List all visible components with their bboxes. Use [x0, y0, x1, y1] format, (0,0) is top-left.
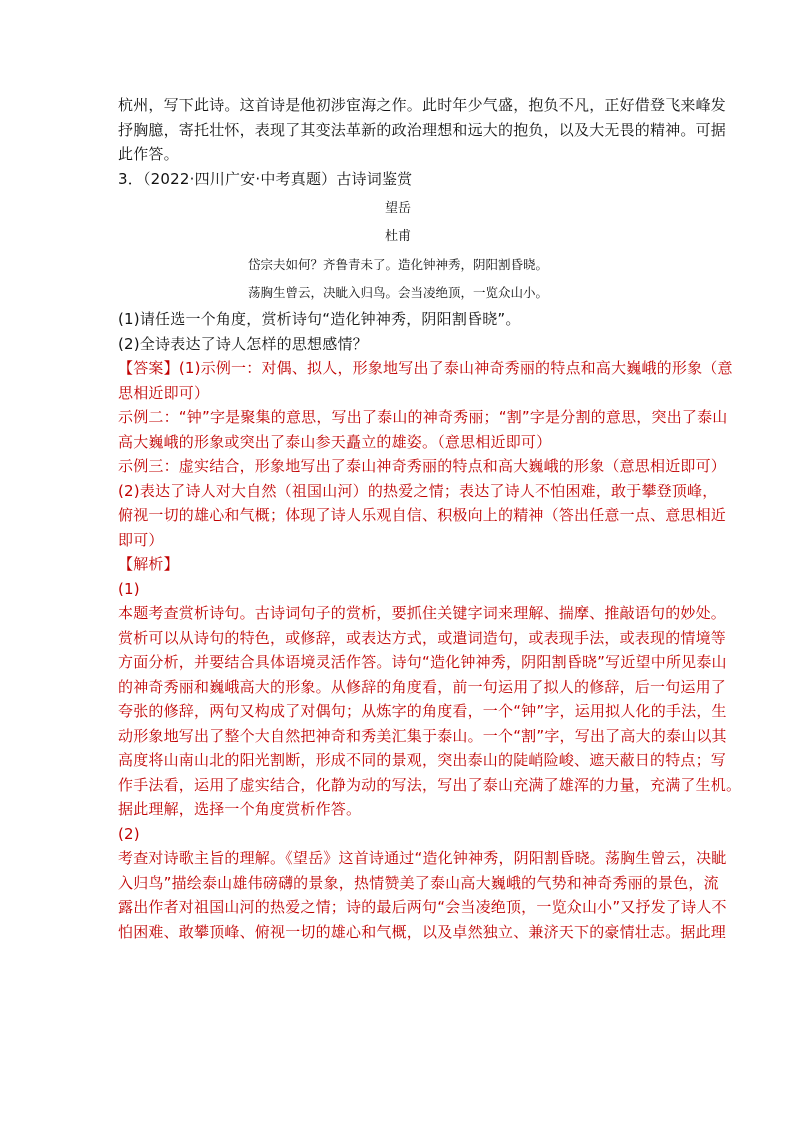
analysis-line: 作手法看，运用了虚实结合，化静为动的写法，写出了泰山充满了雄浑的力量，充满了生机。 [118, 775, 742, 794]
answer-line: (2)表达了诗人对大自然（祖国山河）的热爱之情；表达了诗人不怕困难，敢于攀登顶峰， [118, 481, 718, 500]
analysis-line: 夸张的修辞，两句又构成了对偶句；从炼字的角度看，一个“钟”字，运用拟人化的手法，生 [118, 702, 727, 720]
sub-question: (1)请任选一个角度，赏析诗句“造化钟神秀，阴阳割昏晓”。 [118, 310, 521, 328]
poem-line: 荡胸生曾云，决眦入归鸟。会当凌绝顶，一览众山小。 [247, 285, 548, 300]
analysis-line: 据此理解，选择一个角度赏析作答。 [118, 800, 362, 818]
analysis-line: 动形象地写出了整个大自然把神奇和秀美汇集于泰山。一个“割”字，写出了高大的泰山以其 [118, 726, 727, 745]
sub-question: (2)全诗表达了诗人怎样的思想感情？ [118, 334, 368, 353]
document-content [118, 93, 742, 944]
answer-first-line [118, 356, 733, 381]
answer-line: 即可） [118, 530, 164, 549]
analysis-line: 的神奇秀丽和巍峨高大的形象。从修辞的角度看，前一句运用了拟人的修辞，后一句运用了 [118, 677, 727, 696]
analysis-line: 方面分析，并要结合具体语境灵活作答。诗句“造化钟神秀，阴阳割昏晓”写近望中所见泰山 [118, 653, 727, 671]
analysis-part-marker: (2) [118, 824, 140, 843]
analysis-line: 考查对诗歌主旨的理解。《望岳》这首诗通过“造化钟神秀，阴阳割昏晓。荡胸生曾云，决眦 [118, 849, 727, 867]
analysis-tag: 【解析】 [118, 555, 179, 573]
analysis-line: 赏析可以从诗句的特色，或修辞，或表达方式，或遣词造句，或表现手法，或表现的情境等 [118, 628, 727, 647]
analysis-line: 露出作者对祖国山河的热爱之情；诗的最后两句“会当凌绝顶，一览众山小”又抒发了诗人不 [118, 898, 727, 916]
answer-text: (1)示例一：对偶、拟人，形象地写出了泰山神奇秀丽的特点和高大巍峨的形象（意 [178, 359, 733, 377]
answer-line: 思相近即可） [118, 383, 210, 402]
intro-line: 此作答。 [118, 145, 179, 163]
poem-line: 岱宗夫如何？齐鲁青未了。造化钟神秀，阴阳割昏晓。 [247, 257, 548, 272]
answer-line: 示例三：虚实结合，形象地写出了泰山神奇秀丽的特点和高大巍峨的形象（意思相近即可） [118, 457, 727, 475]
answer-tag: 【答案】 [118, 359, 179, 377]
question-header: 3．（2022·四川广安·中考真题）古诗词鉴赏 [118, 169, 413, 188]
intro-line: 抒胸臆，寄托壮怀，表现了其变法革新的政治理想和远大的抱负，以及大无畏的精神。可据 [118, 120, 727, 139]
intro-line: 杭州，写下此诗。这首诗是他初涉宦海之作。此时年少气盛，抱负不凡，正好借登飞来峰发 [118, 96, 727, 114]
analysis-line: 怕困难、敢攀顶峰、俯视一切的雄心和气概，以及卓然独立、兼济天下的豪情壮志。据此理 [118, 922, 727, 941]
analysis-line: 高度将山南山北的阳光割断，形成不同的景观，突出泰山的陡峭险峻、遮天蔽日的特点；写 [118, 751, 727, 769]
answer-line: 示例二：“钟”字是聚集的意思，写出了泰山的神奇秀丽；“割”字是分割的意思，突出了泰山 [118, 408, 728, 426]
analysis-line: 入归鸟”描绘泰山雄伟磅礴的景象，热情赞美了泰山高大巍峨的气势和神奇秀丽的景色，流 [118, 873, 719, 892]
poem-title: 望岳 [384, 201, 411, 216]
answer-line: 高大巍峨的形象或突出了泰山参天矗立的雄姿。（意思相近即可） [118, 432, 552, 451]
answer-line: 俯视一切的雄心和气概；体现了诗人乐观自信、积极向上的精神（答出任意一点、意思相近 [118, 506, 727, 524]
analysis-part-marker: (1) [118, 579, 140, 598]
analysis-line: 本题考查赏析诗句。古诗词句子的赏析，要抓住关键字词来理解、揣摩、推敲语句的妙处。 [118, 604, 727, 622]
poem-author: 杜甫 [384, 229, 411, 244]
